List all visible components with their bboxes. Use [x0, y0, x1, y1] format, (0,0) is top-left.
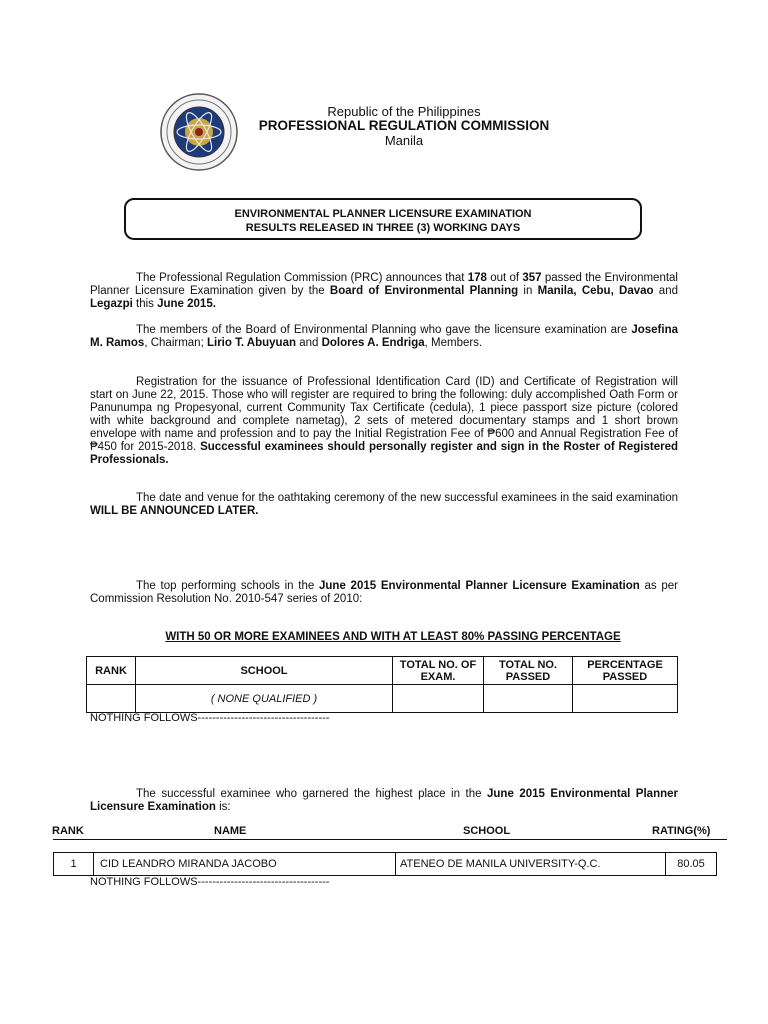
header-divider: [53, 839, 727, 840]
top-schools-table: [86, 656, 678, 713]
title-line2: RESULTS RELEASED IN THREE (3) WORKING DAYS: [245, 222, 521, 234]
cell-total-passed: [484, 685, 573, 713]
col-total-exam: TOTAL NO. OF EXAM.: [393, 657, 484, 685]
label-school: SCHOOL: [463, 825, 511, 837]
cell-rank: 1: [54, 853, 94, 875]
col-rank: RANK: [87, 657, 136, 685]
col-school: SCHOOL: [136, 657, 393, 685]
cell-school: ATENEO DE MANILA UNIVERSITY-Q.C.: [396, 853, 666, 875]
header-city: Manila: [384, 133, 424, 148]
header-commission: PROFESSIONAL REGULATION COMMISSION: [258, 118, 550, 133]
cell-total-exam: [393, 685, 484, 713]
paragraph-board-members: The members of the Board of Environmental Planning who gave the licensure examination are Josefina M. Ramos, Chairman; Lirio T. Abuyuan and Dolores A. Endriga, Members.: [90, 324, 678, 349]
table-header-row: [87, 657, 678, 685]
paragraph-announcement: The Professional Regulation Commission (PRC) announces that 178 out of 357 passed the Environmental Planner Licensure Examination given by the Board of Environmental Planning in Manila, Cebu, Davao and Legazpi this June 2015.: [90, 272, 678, 310]
cell-school: ( NONE QUALIFIED ): [136, 685, 393, 713]
label-rating: RATING(%): [652, 825, 711, 837]
label-rank: RANK: [52, 825, 84, 837]
paragraph-top-schools: The top performing schools in the June 2015 Environmental Planner Licensure Examination as per Commission Resolution No. 2010-547 series of 2010:: [90, 580, 678, 605]
cell-rating: 80.05: [677, 858, 705, 870]
title-box: [124, 198, 642, 240]
paragraph-oathtaking: The date and venue for the oathtaking ceremony of the new successful examinees in the said examination WILL BE ANNOUNCED LATER.: [90, 492, 678, 517]
cell-percentage: [573, 685, 678, 713]
table-row: [53, 852, 717, 876]
col-percentage: PERCENTAGE PASSED: [573, 657, 678, 685]
paragraph-topnotcher: The successful examinee who garnered the highest place in the June 2015 Environmental Planner Licensure Examination is:: [90, 788, 678, 813]
topnotcher-nothing-follows: NOTHING FOLLOWS------------------------------------: [90, 876, 330, 888]
cell-name: CID LEANDRO MIRANDA JACOBO: [94, 853, 396, 875]
col-total-passed: TOTAL NO. PASSED: [484, 657, 573, 685]
table-row: [87, 685, 678, 713]
label-name: NAME: [214, 825, 247, 837]
schools-nothing-follows: NOTHING FOLLOWS------------------------------------: [90, 712, 330, 724]
paragraph-registration: Registration for the issuance of Professional Identification Card (ID) and Certificate of Registration will start on June 22, 2015. Those who will register are required to bring the following: duly accomplished Oath Form or Panunumpa ng Propesyonal, current Community Tax Certificate (cedula), 1 piece passport size picture (colored with white background and complete nametag), 2 sets of metered documentary stamps and 1 short brown envelope with name and profession and to pay the Initial Registration Fee of ₱600 and Annual Registration Fee of ₱450 for 2015-2018. Successful examinees should personally register and sign in the Roster of Registered Professionals.: [90, 376, 678, 466]
header-republic: Republic of the Philippines: [327, 104, 481, 119]
title-line1: ENVIRONMENTAL PLANNER LICENSURE EXAMINATION: [234, 208, 532, 220]
cell-rank: [87, 685, 136, 713]
schools-criteria-heading: WITH 50 OR MORE EXAMINEES AND WITH AT LEAST 80% PASSING PERCENTAGE: [165, 631, 621, 643]
